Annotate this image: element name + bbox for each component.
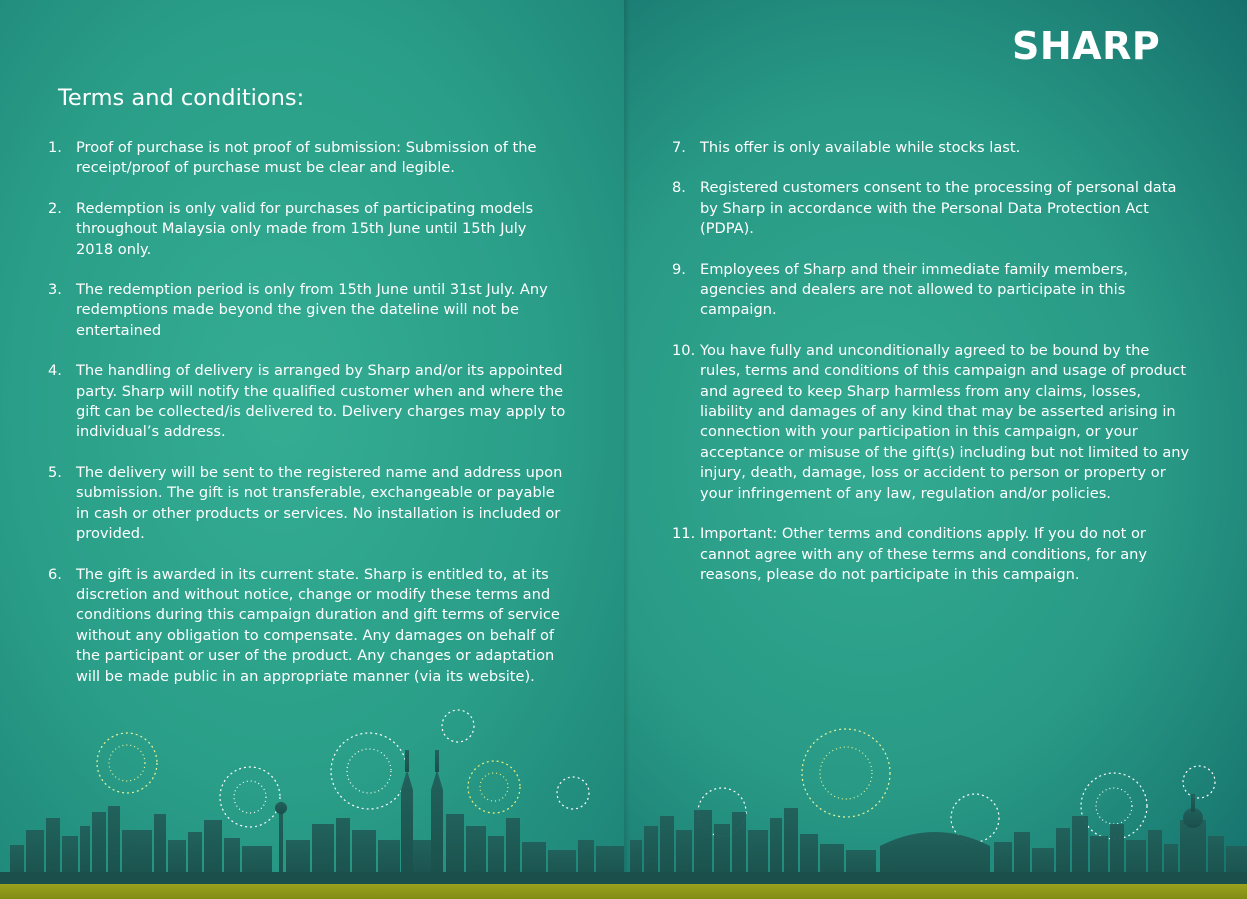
left-buildings bbox=[10, 750, 624, 884]
term-text: Employees of Sharp and their immediate family members, agencies and dealers are not allowed to participate in this campaign. bbox=[700, 260, 1128, 319]
term-number: 11. bbox=[672, 525, 696, 543]
term-item bbox=[672, 260, 1192, 321]
firework bbox=[1183, 766, 1215, 798]
firework bbox=[220, 767, 280, 827]
term-item bbox=[48, 565, 568, 687]
term-number: 3. bbox=[48, 281, 62, 299]
term-item bbox=[672, 524, 1192, 585]
firework bbox=[802, 729, 890, 817]
term-text: Important: Other terms and conditions apply. If you do not or cannot agree with any of these terms and conditions, for any reasons, please do not participate in this campaign. bbox=[700, 525, 1148, 583]
term-number: 2. bbox=[48, 199, 62, 217]
term-text: Registered customers consent to the processing of personal data by Sharp in accordance with the Personal Data Protection Act (PDPA). bbox=[700, 179, 1177, 238]
term-number: 6. bbox=[48, 565, 62, 583]
term-item bbox=[48, 280, 568, 341]
term-number: 9. bbox=[672, 260, 686, 278]
term-text: This offer is only available while stocks last. bbox=[700, 139, 1021, 156]
city-skyline-illustration bbox=[0, 690, 1247, 884]
term-number: 10. bbox=[672, 341, 696, 359]
firework bbox=[331, 733, 407, 809]
page-title: Terms and conditions: bbox=[58, 85, 305, 111]
term-text: The handling of delivery is arranged by Sharp and/or its appointed party. Sharp will notify the qualified customer when and where the gift can be collected/is delivered to. Delivery charges may apply to individual’s address. bbox=[76, 362, 566, 441]
term-item bbox=[48, 199, 568, 260]
term-item bbox=[48, 463, 568, 545]
sharp-logo: SHARP bbox=[1012, 24, 1161, 68]
right-buildings bbox=[630, 794, 1247, 884]
ground-strip bbox=[0, 872, 1247, 884]
term-number: 7. bbox=[672, 139, 686, 156]
firework bbox=[97, 733, 157, 793]
term-text: Redemption is only valid for purchases of participating models throughout Malaysia only made from 15th June until 15th July 2018 only. bbox=[76, 199, 534, 258]
term-text: You have fully and unconditionally agreed to be bound by the rules, terms and conditions of this campaign and usage of product and agreed to keep Sharp harmless from any claims, losses, liability and damages of any kind that may be asserted arising in connection with your participation in this campaign, or your acceptance or misuse of the gift(s) including but not limited to any injury, death, damage, loss or accident to person or property or your infringement of any law, regulation and/or policies. bbox=[700, 341, 1190, 502]
terms-list-left bbox=[48, 138, 568, 707]
term-item bbox=[672, 178, 1192, 239]
term-number: 5. bbox=[48, 463, 62, 481]
term-number: 8. bbox=[672, 179, 686, 197]
terms-list-right bbox=[672, 138, 1192, 605]
firework bbox=[557, 777, 589, 809]
term-item bbox=[672, 138, 1192, 158]
term-item bbox=[48, 361, 568, 443]
term-item bbox=[672, 341, 1192, 504]
firework bbox=[442, 710, 474, 742]
term-text: The redemption period is only from 15th June until 31st July. Any redemptions made beyond the given the dateline will not be entertained bbox=[76, 281, 548, 339]
fireworks bbox=[97, 710, 1215, 842]
term-text: Proof of purchase is not proof of submission: Submission of the receipt/proof of purchase must be clear and legible. bbox=[76, 139, 537, 177]
firework bbox=[468, 761, 520, 813]
term-number: 1. bbox=[48, 139, 62, 156]
term-text: The delivery will be sent to the registered name and address upon submission. The gift is not transferable, exchangeable or payable in cash or other products or services. No installation is included or provided. bbox=[76, 463, 563, 543]
term-number: 4. bbox=[48, 362, 62, 380]
term-item bbox=[48, 138, 568, 179]
ground-band bbox=[0, 884, 1247, 899]
term-text: The gift is awarded in its current state. Sharp is entitled to, at its discretion and without notice, change or modify these terms and conditions during this campaign duration and gift terms of service without any obligation to compensate. Any damages on behalf of the participant or user of the product. Any changes or adaptation will be made public in an appropriate manner (via its website). bbox=[76, 565, 560, 685]
